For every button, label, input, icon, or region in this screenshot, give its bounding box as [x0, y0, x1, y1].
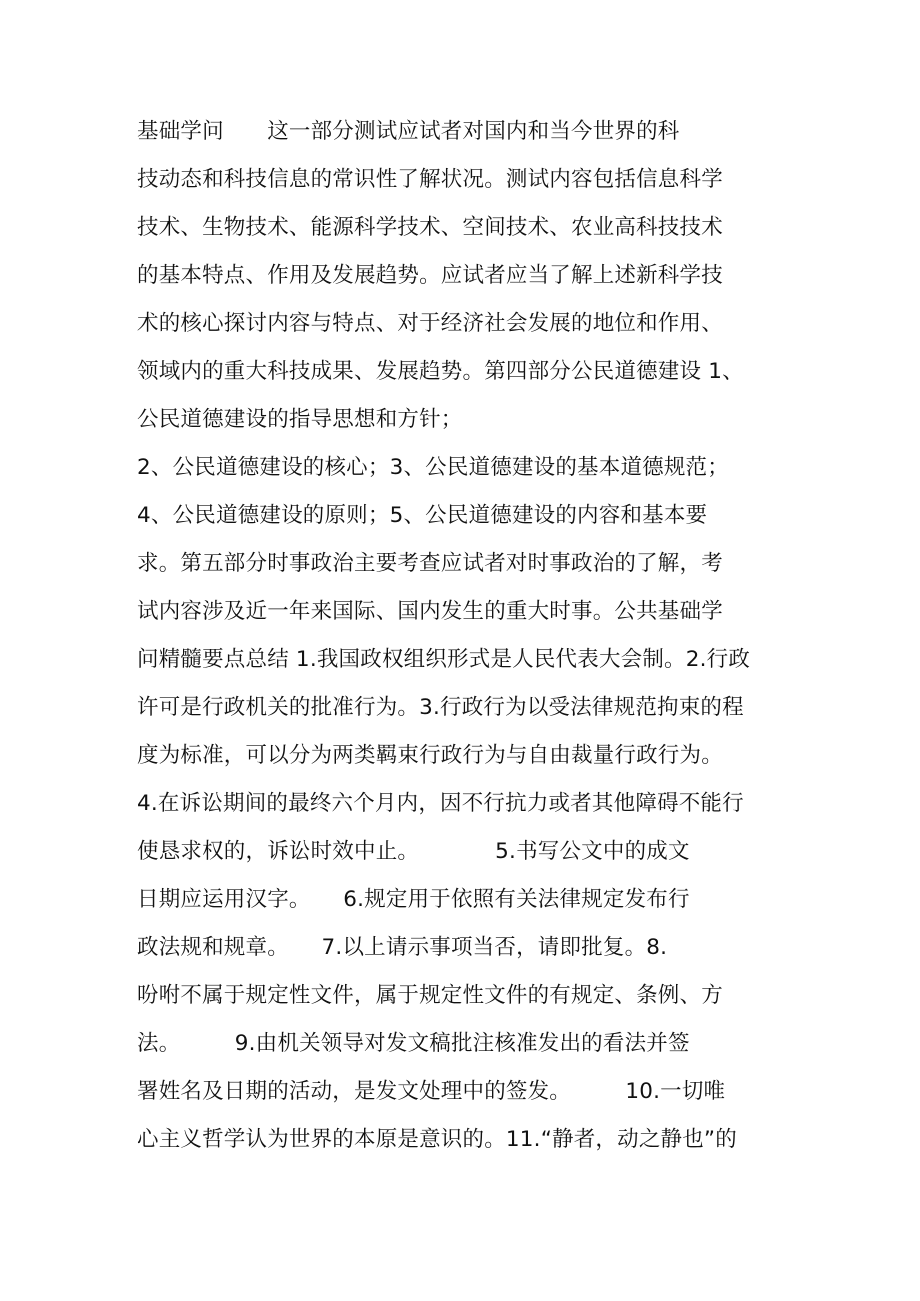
text-line: 技术、生物技术、能源科学技术、空间技术、农业高科技技术 [137, 215, 723, 240]
text-line: 度为标准，可以分为两类羁束行政行为与自由裁量行政行为。 [137, 743, 723, 768]
text-line: 4.在诉讼期间的最终六个月内，因不行抗力或者其他障碍不能行 [137, 791, 744, 816]
text-line: 使恳求权的，诉讼时效中止。 5.书写公文中的成文 [137, 839, 690, 864]
text-line: 2、公民道德建设的核心；3、公民道德建设的基本道德规范； [137, 455, 729, 480]
text-line: 日期应运用汉字。 6.规定用于依照有关法律规定发布行 [137, 887, 690, 912]
text-line: 吩咐不属于规定性文件，属于规定性文件的有规定、条例、方 [137, 983, 723, 1008]
text-line: 4、公民道德建设的原则；5、公民道德建设的内容和基本要 [137, 503, 708, 528]
text-line: 心主义哲学认为世界的本原是意识的。11.“静者，动之静也”的 [137, 1127, 737, 1152]
text-line: 公民道德建设的指导思想和方针； [137, 407, 463, 432]
text-line: 求。第五部分时事政治主要考查应试者对时事政治的了解，考 [137, 551, 723, 576]
text-line: 许可是行政机关的批准行为。3.行政行为以受法律规范拘束的程 [137, 695, 744, 720]
text-line: 技动态和科技信息的常识性了解状况。测试内容包括信息科学 [137, 167, 723, 192]
text-line: 政法规和规章。 7.以上请示事项当否，请即批复。8. [137, 935, 668, 960]
text-line: 术的核心探讨内容与特点、对于经济社会发展的地位和作用、 [137, 311, 723, 336]
text-line: 的基本特点、作用及发展趋势。应试者应当了解上述新科学技 [137, 263, 723, 288]
text-line: 试内容涉及近一年来国际、国内发生的重大时事。公共基础学 [137, 599, 723, 624]
text-line: 法。 9.由机关领导对发文稿批注核准发出的看法并签 [137, 1031, 690, 1056]
text-line: 基础学问 这一部分测试应试者对国内和当今世界的科 [137, 119, 680, 144]
text-line: 问精髓要点总结 1.我国政权组织形式是人民代表大会制。2.行政 [137, 647, 751, 672]
text-line: 领域内的重大科技成果、发展趋势。第四部分公民道德建设 1、 [137, 359, 744, 384]
text-line: 署姓名及日期的活动，是发文处理中的签发。 10.一切唯 [137, 1079, 726, 1104]
